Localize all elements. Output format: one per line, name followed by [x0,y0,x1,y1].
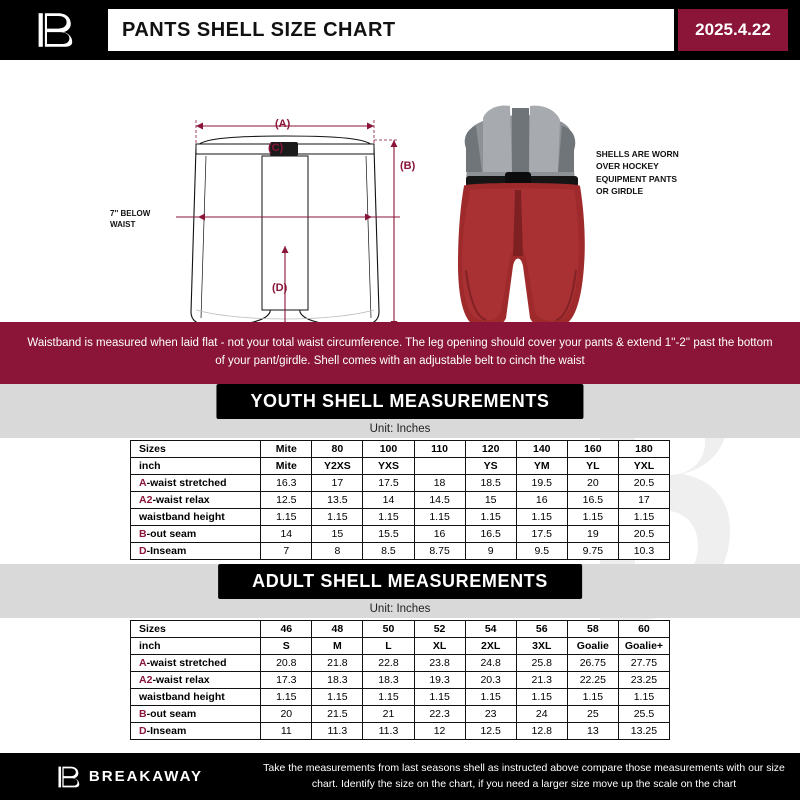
adult-section-header [0,564,800,600]
table-cell: YL [567,458,618,475]
table-cell: YXS [363,458,414,475]
table-cell: 3XL [516,638,567,655]
table-cell: Goalie [567,638,618,655]
row-label: waistband height [131,509,261,526]
table-cell: 24.8 [465,655,516,672]
row-label-mark: A [139,657,147,669]
breakaway-b-logo-icon [55,764,81,790]
table-cell: 9.75 [567,543,618,560]
diagram-area [0,60,800,322]
table-cell: 25.5 [618,706,669,723]
adult-size-table [130,620,670,740]
table-cell: 56 [516,621,567,638]
table-cell: 21 [363,706,414,723]
table-cell: 9.5 [516,543,567,560]
table-cell: 1.15 [363,509,414,526]
table-cell: 12.8 [516,723,567,740]
row-label: Sizes [131,621,261,638]
youth-size-table [130,440,670,560]
table-cell: 18.3 [312,672,363,689]
dim-label-d: (D) [272,282,288,294]
dim-label-a: (A) [275,118,291,130]
table-cell: 80 [312,441,363,458]
row-label-mark: A [139,477,147,489]
table-row [131,655,670,672]
banner-text: Waistband is measured when laid flat - not your total waist circumference. The leg opening should cover your pants & extend 1''-2'' past the bottom of your pant/girdle. Shell comes with an adjustable belt to cinch the waist [27,337,773,367]
table-row [131,689,670,706]
table-cell: 1.15 [261,689,312,706]
row-label-mark: A2 [139,494,153,506]
header-date-badge: 2025.4.22 [678,9,788,51]
page-header [0,0,800,60]
table-cell: 9 [465,543,516,560]
table-cell: 16 [414,526,465,543]
table-row [131,492,670,509]
page-footer [0,753,800,800]
table-cell: 13.25 [618,723,669,740]
dim-label-b: (B) [400,160,416,172]
table-row [131,475,670,492]
table-cell: 23.8 [414,655,465,672]
table-cell: M [312,638,363,655]
table-cell: 7 [261,543,312,560]
table-row [131,672,670,689]
table-row [131,621,670,638]
table-cell: 48 [312,621,363,638]
table-cell: 15 [312,526,363,543]
table-cell: 14.5 [414,492,465,509]
table-cell: 16.3 [261,475,312,492]
table-cell: 20.5 [618,526,669,543]
table-cell: 23.25 [618,672,669,689]
table-row [131,723,670,740]
table-cell: 120 [465,441,516,458]
table-cell: 1.15 [618,689,669,706]
table-cell: 20.8 [261,655,312,672]
table-cell: 46 [261,621,312,638]
table-cell: 18.5 [465,475,516,492]
table-cell: 1.15 [516,509,567,526]
row-label: inch [131,458,261,475]
row-label: B-out seam [131,706,261,723]
table-cell: 24 [516,706,567,723]
row-label: A-waist stretched [131,475,261,492]
table-cell: 160 [567,441,618,458]
table-cell: 50 [363,621,414,638]
row-label-mark: D [139,545,147,557]
table-cell: 19.3 [414,672,465,689]
row-label: inch [131,638,261,655]
table-cell: 1.15 [414,689,465,706]
below-waist-note: 7'' BELOW WAIST [110,209,151,230]
table-cell: 1.15 [312,509,363,526]
table-cell: 25.8 [516,655,567,672]
table-cell: 22.25 [567,672,618,689]
table-cell: 17 [312,475,363,492]
table-cell: 21.3 [516,672,567,689]
table-cell: 16.5 [567,492,618,509]
row-label: D-Inseam [131,723,261,740]
table-cell: 21.5 [312,706,363,723]
table-cell: 20.5 [618,475,669,492]
youth-section-title: YOUTH SHELL MEASUREMENTS [216,384,583,419]
footer-brand [0,764,258,790]
table-cell: YXL [618,458,669,475]
table-row [131,509,670,526]
dim-label-c: (C) [268,142,284,154]
page-title: PANTS SHELL SIZE CHART [122,18,396,41]
table-cell: 60 [618,621,669,638]
table-cell: 1.15 [567,689,618,706]
header-title-box [108,9,674,51]
table-cell: 180 [618,441,669,458]
table-cell: 1.15 [414,509,465,526]
table-cell: L [363,638,414,655]
row-label: D-Inseam [131,543,261,560]
table-cell: 15 [465,492,516,509]
table-cell: 20 [261,706,312,723]
table-cell: 17 [618,492,669,509]
table-cell: 52 [414,621,465,638]
table-cell: 22.3 [414,706,465,723]
table-cell: 1.15 [363,689,414,706]
table-cell: 16 [516,492,567,509]
table-cell: 18 [414,475,465,492]
table-row [131,441,670,458]
table-cell: YM [516,458,567,475]
breakaway-b-logo-icon [33,9,75,51]
table-row [131,526,670,543]
header-logo [0,0,108,60]
table-cell: 2XL [465,638,516,655]
row-label-mark: B [139,708,147,720]
row-label-mark: B [139,528,147,540]
table-cell: 1.15 [618,509,669,526]
table-cell: 8.5 [363,543,414,560]
row-label: A-waist stretched [131,655,261,672]
table-cell: 16.5 [465,526,516,543]
youth-unit-label: Unit: Inches [0,420,800,438]
table-cell: 13 [567,723,618,740]
adult-unit-label: Unit: Inches [0,600,800,618]
table-cell: 25 [567,706,618,723]
table-cell: 12.5 [261,492,312,509]
table-cell: 1.15 [465,509,516,526]
table-cell: Y2XS [312,458,363,475]
table-cell: S [261,638,312,655]
table-cell [414,458,465,475]
table-cell: 1.15 [312,689,363,706]
table-row [131,706,670,723]
row-label-mark: A2 [139,674,153,686]
table-cell: 14 [261,526,312,543]
table-cell: Mite [261,441,312,458]
table-cell: 23 [465,706,516,723]
table-row [131,458,670,475]
table-cell: 8 [312,543,363,560]
shell-worn-note: SHELLS ARE WORN OVER HOCKEY EQUIPMENT PANTS OR GIRDLE [596,149,679,196]
table-cell: 19 [567,526,618,543]
row-label: B-out seam [131,526,261,543]
table-cell: 17.5 [516,526,567,543]
table-cell: Goalie+ [618,638,669,655]
row-label: Sizes [131,441,261,458]
table-row [131,543,670,560]
table-cell: 21.8 [312,655,363,672]
table-cell: 11.3 [312,723,363,740]
row-label: A2-waist relax [131,672,261,689]
table-cell: 110 [414,441,465,458]
table-cell: 13.5 [312,492,363,509]
table-cell: 15.5 [363,526,414,543]
table-cell: 20.3 [465,672,516,689]
table-cell: 26.75 [567,655,618,672]
table-cell: 27.75 [618,655,669,672]
table-cell: 11 [261,723,312,740]
table-cell: 100 [363,441,414,458]
footer-brand-name: BREAKAWAY [88,768,204,785]
adult-section-title: ADULT SHELL MEASUREMENTS [218,564,582,599]
table-cell: 18.3 [363,672,414,689]
table-cell: 58 [567,621,618,638]
row-label: A2-waist relax [131,492,261,509]
table-cell: 1.15 [261,509,312,526]
table-row [131,638,670,655]
table-cell: 140 [516,441,567,458]
row-label: waistband height [131,689,261,706]
table-cell: 22.8 [363,655,414,672]
footer-instructions: Take the measurements from last seasons shell as instructed above compare those measurements with our size chart. Identify the size on the chart, if you need a larger size move up the scale on the chart [263,762,785,790]
table-cell: 54 [465,621,516,638]
table-cell: 8.75 [414,543,465,560]
table-cell: 12 [414,723,465,740]
table-cell: 11.3 [363,723,414,740]
table-cell: 10.3 [618,543,669,560]
table-cell: 12.5 [465,723,516,740]
youth-section-header [0,384,800,420]
table-cell: XL [414,638,465,655]
table-cell: 20 [567,475,618,492]
table-cell: 1.15 [465,689,516,706]
table-cell: 14 [363,492,414,509]
table-cell: Mite [261,458,312,475]
table-cell: 17.3 [261,672,312,689]
table-cell: 17.5 [363,475,414,492]
measurement-banner [0,322,800,384]
table-cell: 1.15 [567,509,618,526]
row-label-mark: D [139,725,147,737]
table-cell: 19.5 [516,475,567,492]
table-cell: 1.15 [516,689,567,706]
table-cell: YS [465,458,516,475]
